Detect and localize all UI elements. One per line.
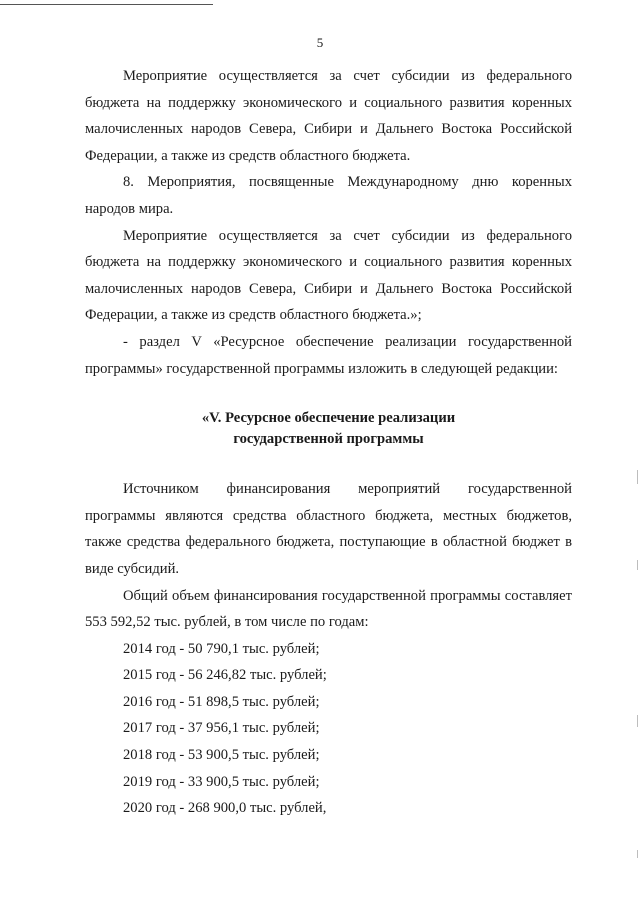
document-body [85, 63, 572, 822]
page-number: 5 [316, 35, 324, 50]
scan-edge-mark [637, 560, 638, 570]
top-scan-rule [0, 4, 213, 5]
section-heading-line-1: «V. Ресурсное обеспечение реализации [201, 410, 456, 427]
section-heading [85, 408, 572, 450]
scan-edge-mark [637, 715, 638, 727]
funding-year-item: 2014 год - 50 790,1 тыс. рублей; [123, 640, 320, 657]
section-heading-line-2: государственной программы [233, 431, 424, 448]
paragraph-funding-note-2: Мероприятие осуществляется за счет субсидии из федерального бюджета на поддержку экономического и социального развития коренных малочисленных народов Севера, Сибири и Дальнего Востока Российской Федерации, а также из средств областного бюджета.»; [85, 227, 572, 324]
funding-year-item: 2017 год - 37 956,1 тыс. рублей; [123, 720, 320, 737]
funding-year-item: 2015 год - 56 246,82 тыс. рублей; [123, 667, 327, 684]
scan-edge-mark [637, 470, 638, 484]
paragraph-funding-sources: Источником финансирования мероприятий государственной программы являются средства областного бюджета, местных бюджетов, также средства федерального бюджета, поступающие в областной бюджет в виде субсидий. [85, 481, 572, 577]
paragraph-total-funding: Общий объем финансирования государственной программы составляет 553 592,52 тыс. рублей, в том числе по годам: [85, 587, 572, 631]
paragraph-funding-note-1: Мероприятие осуществляется за счет субсидии из федерального бюджета на поддержку экономического и социального развития коренных малочисленных народов Севера, Сибири и Дальнего Востока Российской Федерации, а также из средств областного бюджета. [85, 68, 572, 164]
funding-year-item: 2018 год - 53 900,5 тыс. рублей; [123, 747, 320, 764]
funding-year-item: 2020 год - 268 900,0 тыс. рублей, [123, 800, 327, 817]
paragraph-item-8: 8. Мероприятия, посвященные Международному дню коренных народов мира. [85, 174, 572, 217]
funding-by-year-list [85, 636, 572, 822]
paragraph-section-v-amendment: - раздел V «Ресурсное обеспечение реализации государственной программы» государственной программы изложить в следующей редакции: [85, 333, 572, 377]
funding-year-item: 2019 год - 33 900,5 тыс. рублей; [123, 773, 320, 790]
scan-edge-mark [637, 850, 638, 858]
funding-year-item: 2016 год - 51 898,5 тыс. рублей; [123, 693, 320, 710]
